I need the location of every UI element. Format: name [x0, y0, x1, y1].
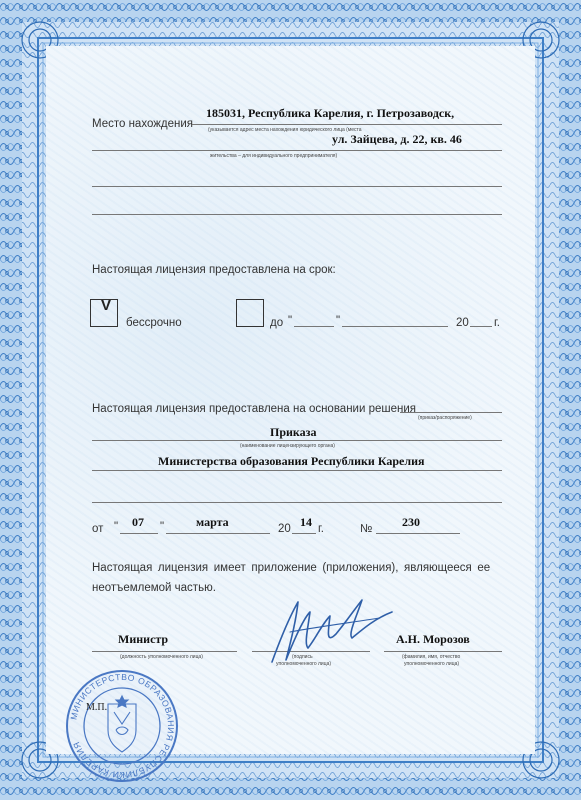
- date-year-suffix: г.: [318, 523, 324, 535]
- until-label: до: [270, 317, 284, 329]
- until-year-prefix: 20: [456, 317, 469, 329]
- basis-org-underline: [92, 470, 502, 471]
- until-checkbox: [236, 299, 264, 327]
- indefinite-check-mark: V: [101, 297, 112, 314]
- number-underline: [376, 533, 460, 534]
- date-day: 07: [132, 515, 144, 529]
- location-label: Место нахождения: [92, 118, 194, 130]
- location-underline-1: [192, 124, 502, 125]
- location-line1: 185031, Республика Карелия, г. Петрозаводск,: [206, 106, 455, 120]
- position-note: (должность уполномоченного лица): [120, 654, 203, 660]
- signer-position: Министр: [118, 632, 169, 646]
- appendix-line-2: неотъемлемой частью.: [92, 582, 216, 594]
- basis-heading: Настоящая лицензия предоставлена на основании решения: [92, 403, 417, 415]
- until-quote-open: ": [288, 315, 293, 327]
- location-note-1: (указывается адрес места нахождения юридического лица (места: [208, 127, 362, 133]
- until-day-underline: [294, 326, 334, 327]
- basis-order-value: Приказа: [270, 425, 317, 439]
- date-quote-open: ": [114, 521, 119, 533]
- date-month-underline: [166, 533, 270, 534]
- location-underline-3: [92, 186, 502, 187]
- until-year-suffix: г.: [494, 317, 500, 329]
- signature-note-1: (подпись: [292, 654, 313, 660]
- basis-order-underline: [400, 412, 502, 413]
- signature-note-2: уполномоченного лица): [276, 661, 332, 667]
- date-year: 14: [300, 515, 312, 529]
- location-line2: ул. Зайцева, д. 22, кв. 46: [332, 132, 462, 146]
- basis-blank-underline: [92, 502, 502, 503]
- date-from-label: от: [92, 523, 104, 535]
- name-note-2: уполномоченного лица): [404, 661, 460, 667]
- position-underline: [92, 651, 237, 652]
- date-day-underline: [120, 533, 158, 534]
- official-stamp: [64, 668, 180, 784]
- date-year-underline: [292, 533, 316, 534]
- license-number: 230: [402, 515, 420, 529]
- location-underline-2: [92, 150, 502, 151]
- date-month: марта: [196, 515, 229, 529]
- basis-order-note: (приказ/распоряжение): [418, 415, 472, 421]
- basis-org-note: (наименование лицензирующего органа): [240, 443, 335, 449]
- term-heading: Настоящая лицензия предоставлена на срок:: [92, 264, 336, 276]
- location-note-2: жительства – для индивидуального предпринимателя): [210, 153, 338, 159]
- handwritten-signature: [250, 588, 400, 668]
- indefinite-label: бессрочно: [126, 317, 182, 329]
- basis-org-value: Министерства образования Республики Карелия: [158, 454, 425, 468]
- basis-order-value-underline: [92, 440, 502, 441]
- location-underline-4: [92, 214, 502, 215]
- stamp-ring-text: МИНИСТЕРСТВО ОБРАЗОВАНИЯ РЕСПУБЛИКИ КАРЕЛИЯ: [68, 671, 177, 780]
- name-note-1: (фамилия, имя, отчество: [402, 654, 461, 660]
- number-label: №: [360, 523, 373, 535]
- stamp-mp-label: М.П.: [86, 702, 108, 713]
- until-year-underline: [470, 326, 492, 327]
- name-underline: [384, 651, 502, 652]
- date-quote-close: ": [160, 521, 165, 533]
- until-quote-close: ": [336, 315, 341, 327]
- date-year-prefix: 20: [278, 523, 291, 535]
- appendix-line-1: Настоящая лицензия имеет приложение (приложения), являющееся ее: [92, 562, 491, 574]
- signer-name: А.Н. Морозов: [396, 632, 470, 646]
- until-month-underline: [342, 326, 448, 327]
